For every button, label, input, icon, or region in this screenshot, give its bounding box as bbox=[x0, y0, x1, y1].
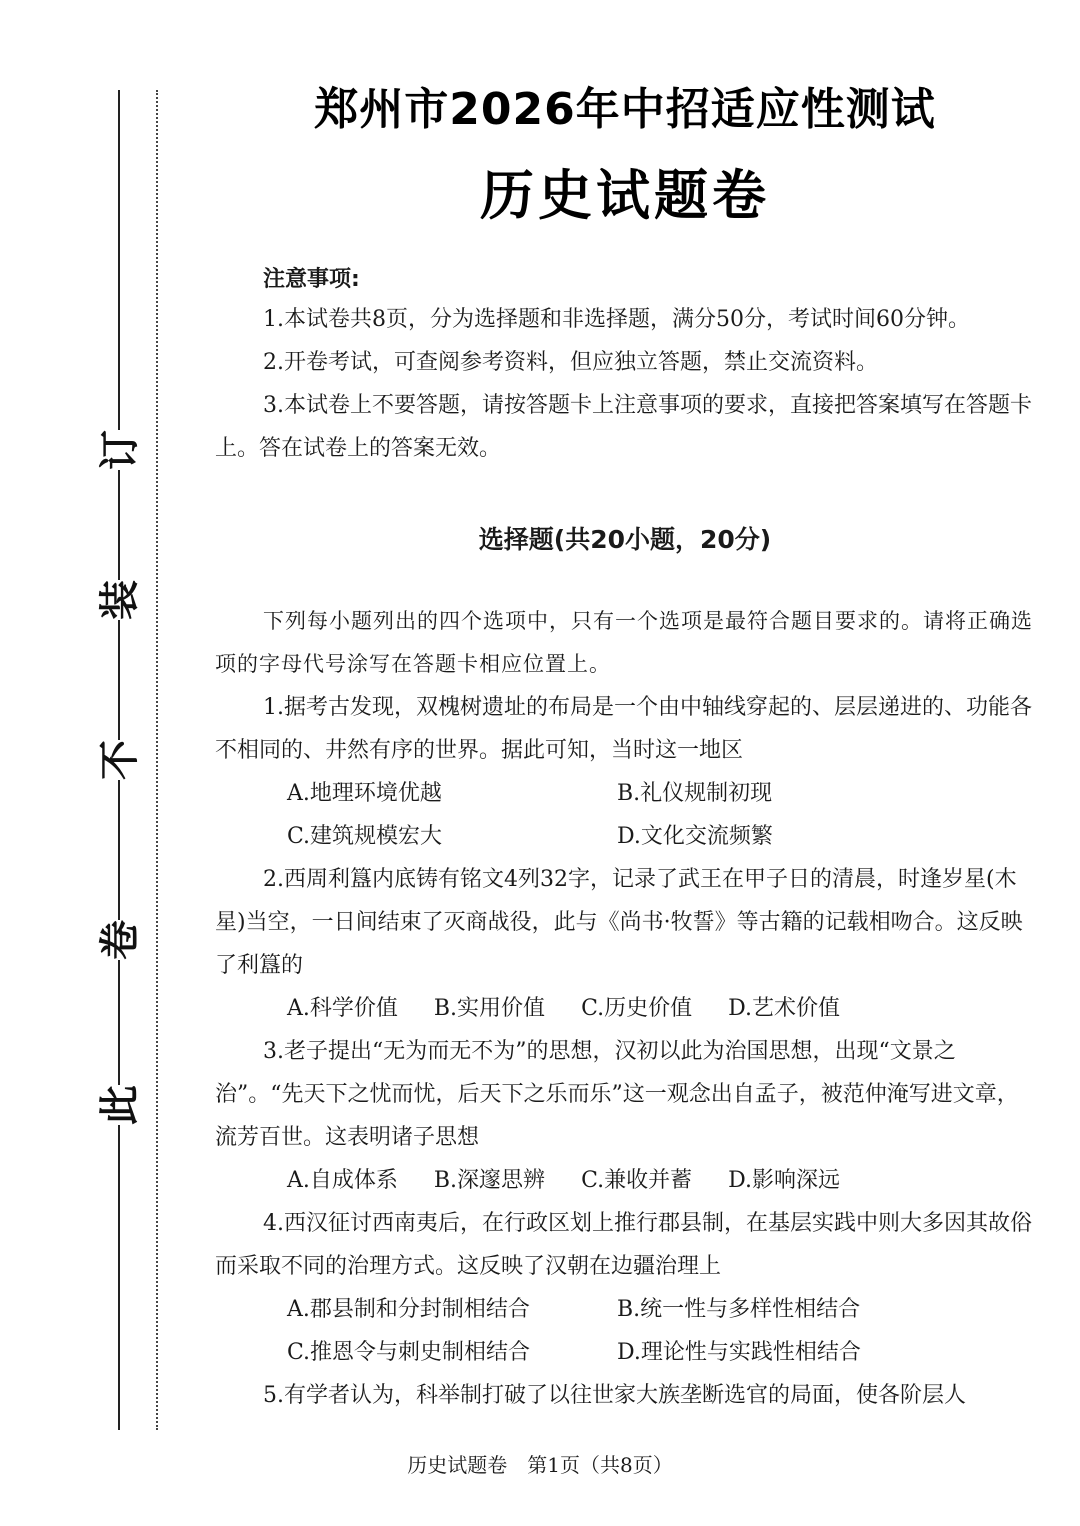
option: B.礼仪规制初现 bbox=[617, 781, 773, 806]
option: A.地理环境优越 bbox=[287, 781, 442, 806]
question-stem: 5.有学者认为，科举制打破了以往世家大族垄断选官的局面，使各阶层人 bbox=[263, 1383, 966, 1408]
question bbox=[215, 858, 1035, 1030]
option: C.推恩令与刺史制相结合 bbox=[287, 1340, 531, 1365]
options bbox=[287, 987, 1035, 1030]
option: B.实用价值 bbox=[433, 996, 546, 1021]
notice-section bbox=[215, 262, 1035, 470]
question bbox=[215, 1030, 1035, 1202]
binding-margin bbox=[80, 90, 170, 1490]
exam-title: 郑州市2026年中招适应性测试 bbox=[314, 84, 936, 135]
option: D.影响深远 bbox=[728, 1168, 840, 1193]
question-stem: 1.据考古发现，双槐树遗址的布局是一个由中轴线穿起的、层层递进的、功能各不相同的、井然有序的世界。据此可知，当时这一地区 bbox=[215, 695, 1032, 763]
binding-char: 装 bbox=[97, 580, 143, 620]
options bbox=[287, 1288, 1035, 1374]
option: A.科学价值 bbox=[287, 996, 398, 1021]
notice-item: 1.本试卷共8页，分为选择题和非选择题，满分50分，考试时间60分钟。 bbox=[263, 307, 970, 332]
option: C.建筑规模宏大 bbox=[287, 824, 443, 849]
binding-dotted-line bbox=[156, 90, 158, 1430]
binding-char: 此 bbox=[97, 1085, 143, 1125]
section-instruction: 下列每小题列出的四个选项中，只有一个选项是最符合题目要求的。请将正确选项的字母代号涂写在答题卡相应位置上。 bbox=[215, 609, 1033, 676]
binding-char: 订 bbox=[97, 430, 143, 470]
paper-title: 历史试题卷 bbox=[480, 164, 770, 227]
question bbox=[215, 686, 1035, 858]
option: A.自成体系 bbox=[287, 1168, 398, 1193]
question bbox=[215, 1202, 1035, 1374]
option: B.统一性与多样性相结合 bbox=[617, 1297, 861, 1322]
option: A.郡县制和分封制相结合 bbox=[287, 1297, 530, 1322]
option: D.理论性与实践性相结合 bbox=[617, 1340, 861, 1365]
exam-page bbox=[215, 78, 1035, 1417]
option: D.文化交流频繁 bbox=[617, 824, 773, 849]
option: C.历史价值 bbox=[581, 996, 693, 1021]
notice-item: 2.开卷考试，可查阅参考资料，但应独立答题，禁止交流资料。 bbox=[263, 350, 878, 375]
notice-heading: 注意事项: bbox=[263, 267, 360, 292]
section-title: 选择题(共20小题，20分) bbox=[478, 525, 772, 554]
notice-item: 3.本试卷上不要答题，请按答题卡上注意事项的要求，直接把答案填写在答题卡上。答在试卷上的答案无效。 bbox=[215, 393, 1032, 461]
options bbox=[287, 1159, 1035, 1202]
binding-char: 卷 bbox=[97, 920, 143, 960]
question-stem: 4.西汉征讨西南夷后，在行政区划上推行郡县制，在基层实践中则大多因其故俗而采取不同的治理方式。这反映了汉朝在边疆治理上 bbox=[215, 1211, 1032, 1279]
question bbox=[215, 1374, 1035, 1417]
binding-char: 不 bbox=[97, 740, 143, 780]
question-stem: 3.老子提出“无为而无不为”的思想，汉初以此为治国思想，出现“文景之治”。“先天下之忧而忧，后天下之乐而乐”这一观念出自孟子，被范仲淹写进文章，流芳百世。这表明诸子思想 bbox=[215, 1039, 1019, 1150]
page-footer: 历史试题卷 第1页（共8页） bbox=[407, 1453, 673, 1477]
option: C.兼收并蓄 bbox=[581, 1168, 693, 1193]
option: B.深邃思辨 bbox=[433, 1168, 546, 1193]
option: D.艺术价值 bbox=[728, 996, 840, 1021]
options bbox=[287, 772, 1035, 858]
question-stem: 2.西周利簋内底铸有铭文4列32字，记录了武王在甲子日的清晨，时逢岁星(木星)当空，一日间结束了灭商战役，此与《尚书·牧誓》等古籍的记载相吻合。这反映了利簋的 bbox=[215, 867, 1023, 978]
